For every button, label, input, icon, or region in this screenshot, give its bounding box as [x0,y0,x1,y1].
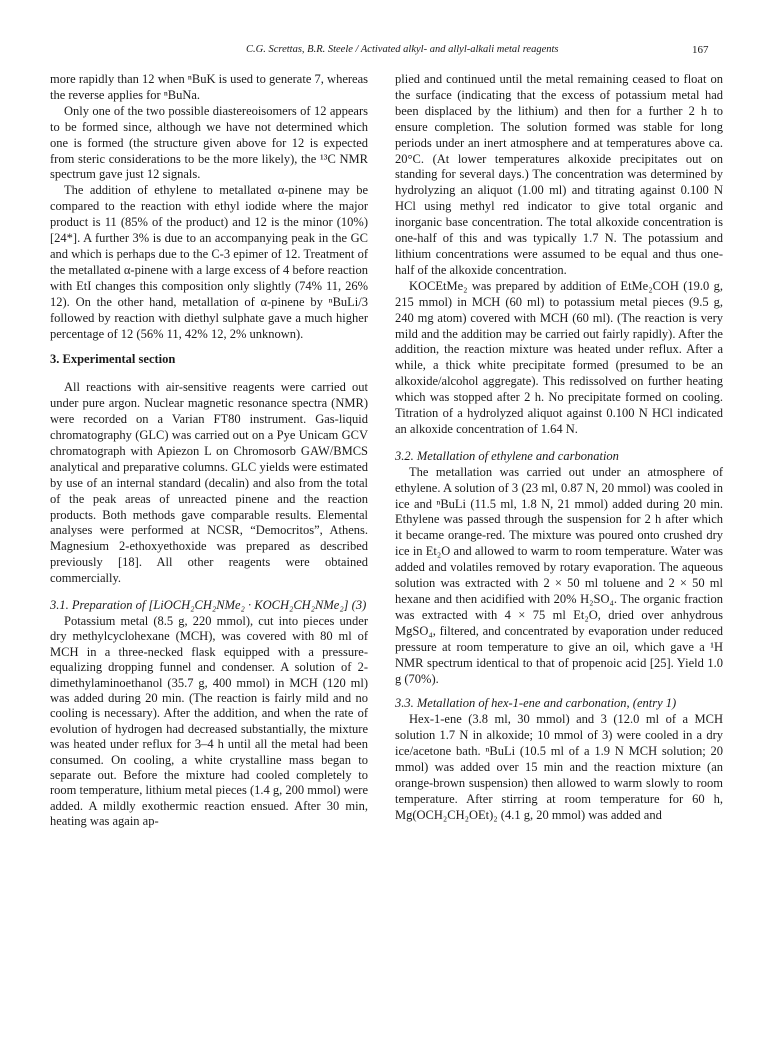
paragraph: Only one of the two possible diastereoisomers of 12 appears to be formed since, although we have not determined which one is formed (the structure given above for 12 is expected from steric considerations to be the more likely), the ¹³C NMR spectrum gave just 12 signals. [50,103,368,182]
section-heading: 3. Experimental section [50,352,176,367]
paragraph: The metallation was carried out under an atmosphere of ethylene. A solution of 3 (23 ml, 0.87 N, 20 mmol) was cooled in ice and ⁿBuLi (11.5 ml, 1.8 N, 21 mmol) added during 20 min. Ethylene was passed through the suspension for 2 h after which it became orange-red. The mixture was poured onto crushed dry ice in Et₂O and allowed to warm to room temperature. Water was added and volatiles removed by rotary evaporation. The aqueous solution was extracted with 2 × 50 ml toluene and 2 × 50 ml hexane and then acidified with 20% H₂SO₄. The organic fraction was extracted with 4 × 75 ml Et₂O, dried over anhydrous MgSO₄, filtered, and concentrated by evaporation under reduced pressure at room temperature to give an oil, which gave a ¹H NMR spectrum identical to that of propenoic acid [25]. Yield 1.0 g (70%). [395,464,723,686]
paragraph: Potassium metal (8.5 g, 220 mmol), cut into pieces under dry methylcyclohexane (MCH), was covered with 80 ml of MCH in a three-necked flask equipped with a pressure-equalizing dropping funnel and condenser. A solution of 2-dimethylaminoethanol (35.7 g, 400 mmol) in MCH (120 ml) was added during 20 min. (The reaction is fairly mild and no cooling is necessary). After the addition, and when the rate of evolution of hydrogen had decreased substantially, the mixture was heated under reflux for 3–4 h until all the metal had been consumed. On cooling, a white crystalline mass began to separate out. Before the mixture had cooled completely to room temperature, lithium metal pieces (1.4 g, 200 mmol) were added. A mildly exothermic reaction ensued. After 30 min, heating was again ap- [50,614,368,829]
paragraph: The addition of ethylene to metallated α-pinene may be compared to the reaction with ethyl iodide where the major product is 11 (85% of the product) and 12 is the minor (10%) [24*]. A further 3% is due to an accompanying peak in the GC and which is perhaps due to the C-3 epimer of 12. Treatment of the metallated α-pinene with a large excess of 4 before reaction with EtI changes this composition only slightly (74% 11, 26% 12). On the other hand, metallation of α-pinene by ⁿBuLi/3 followed by reaction with diethyl sulphate gave a much higher percentage of 12 (56% 11, 42% 12, 2% unknown). [50,183,368,341]
left-column [50,72,368,830]
paragraph: All reactions with air-sensitive reagents were carried out under pure argon. Nuclear magnetic resonance spectra (NMR) were recorded on a Varian FT80 instrument. Gas-liquid chromatography (GLC) was carried out on a Pye Unicam GCV chromatograph with Apiezon L on Chromosorb GAW/BMCS analytical and preparative columns. GLC yields were estimated by use of an internal standard (decalin) and also from the total of the peak areas of unreacted pinene and the reaction products. Both methods gave comparable results. Elemental analyses were performed at NCSR, “Democritos”, Athens. Magnesium 2-ethoxyethoxide was prepared as described previously [18]. All other reagents were obtained commercially. [50,380,368,586]
paragraph: more rapidly than 12 when ⁿBuK is used to generate 7, whereas the reverse applies for ⁿBuNa. [50,72,368,102]
paragraph: Hex-1-ene (3.8 ml, 30 mmol) and 3 (12.0 ml of a MCH solution 1.7 N in alkoxide; 10 mmol of 3) were cooled in a dry ice/acetone bath. ⁿBuLi (10.5 ml of a 1.9 N MCH solution; 20 mmol) was added over 15 min and the reaction mixture (an orange-brown suspension) then allowed to warm slowly to room temperature. After stirring at room temperature for 60 h, Mg(OCH₂CH₂OEt)₂ (4.1 g, 20 mmol) was added and [395,712,723,822]
right-column [395,72,723,824]
paragraph: KOCEtMe₂ was prepared by addition of EtMe₂COH (19.0 g, 215 mmol) in MCH (60 ml) to potassium metal pieces (9.5 g, 240 mg atom) covered with MCH (60 ml). (The reaction is very mild and the addition may be carried out fairly rapidly). After the addition, the reaction mixture was heated under reflux. After a while, a thick white precipitate formed (presumed to be an alkoxide/alcohol aggregate). This redissolved on further heating which was stopped after 2 h. No precipitate formed on cooling. Titration of a hydrolyzed aliquot against 0.100 N HCl indicated an alkoxide concentration of 1.64 N. [395,278,723,436]
paragraph: plied and continued until the metal remaining ceased to float on the surface (indicating that the excess of potassium metal had been displaced by the lithium) and then for a further 2 h to ensure completion. The solution formed was stable for long periods under an inert atmosphere and at temperatures above ca. 20°C. (At lower temperatures alkoxide precipitates out on standing for several days.) The concentration was determined by hydrolyzing an aliquot (1.00 ml) and titrating against 0.100 N HCl using methyl red indicator to give total organic and inorganic base concentration. The total alkoxide concentration is one-half of this and was typically 1.7 N. The potassium and lithium concentrations were assumed to be equal and thus one-half of the alkoxide concentration. [395,72,723,277]
subsection-heading: 3.1. Preparation of [LiOCH₂CH₂NMe₂ · KOCH₂CH₂NMe₂] (3) [50,598,367,613]
running-head: C.G. Screttas, B.R. Steele / Activated alkyl- and allyl-alkali metal reagents [246,44,559,55]
subsection-heading: 3.3. Metallation of hex-1-ene and carbonation, (entry 1) [395,696,677,711]
subsection-heading: 3.2. Metallation of ethylene and carbonation [395,448,619,463]
page-number: 167 [692,44,709,56]
